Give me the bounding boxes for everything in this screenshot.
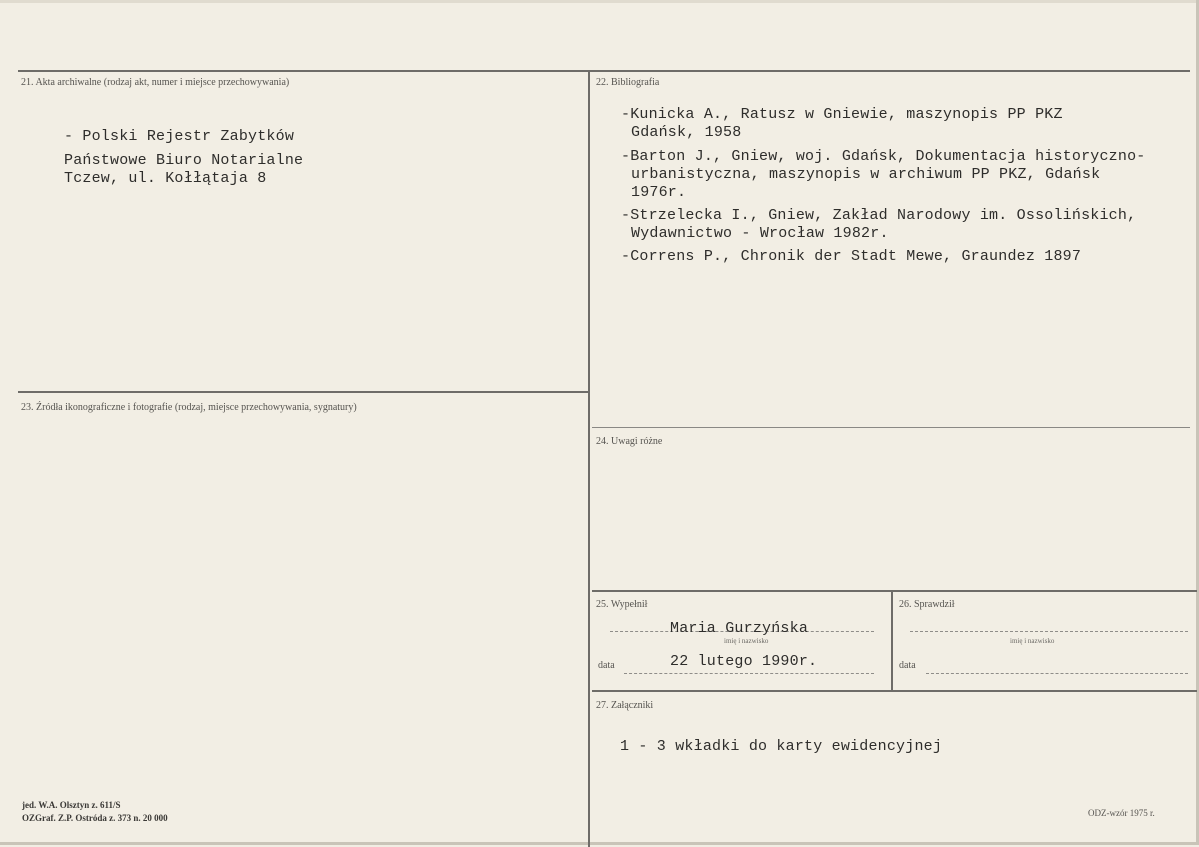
- archive-line-3: Tczew, ul. Kołłątaja 8: [64, 170, 267, 187]
- filled-by-date-label: data: [598, 660, 615, 671]
- bibliography-line-4: urbanistyczna, maszynopis w archiwum PP PKZ, Gdańsk: [631, 166, 1101, 183]
- bibliography-line-3: -Barton J., Gniew, woj. Gdańsk, Dokumentacja historyczno-: [621, 148, 1146, 165]
- section-21-23-divider: [18, 391, 588, 393]
- section-24-25-divider: [592, 590, 1197, 592]
- bibliography-line-6: -Strzelecka I., Gniew, Zakład Narodowy im. Ossolińskich,: [621, 207, 1137, 224]
- section-21-label: 21. Akta archiwalne (rodzaj akt, numer i miejsce przechowywania): [21, 77, 290, 88]
- section-25-label: 25. Wypełnił: [596, 599, 648, 610]
- printer-note-line-1: jed. W.A. Olsztyn z. 611/S: [22, 800, 121, 810]
- archive-line-1: - Polski Rejestr Zabytków: [64, 128, 295, 145]
- card-edge-top: [0, 0, 1199, 3]
- section-26-label: 26. Sprawdził: [899, 599, 955, 610]
- bibliography-line-1: -Kunicka A., Ratusz w Gniewie, maszynopis PP PKZ: [621, 106, 1063, 123]
- bibliography-line-7: Wydawnictwo - Wrocław 1982r.: [631, 225, 889, 242]
- center-divider: [588, 70, 590, 847]
- section-22-24-divider: [592, 427, 1190, 428]
- section-24-label: 24. Uwagi różne: [596, 436, 663, 447]
- bibliography-line-5: 1976r.: [631, 184, 687, 201]
- section-23-label: 23. Źródła ikonograficzne i fotografie (rodzaj, miejsce przechowywania, sygnatury): [21, 402, 357, 413]
- archive-line-2: Państwowe Biuro Notarialne: [64, 152, 304, 169]
- section-27-label: 27. Załączniki: [596, 700, 654, 711]
- filled-by-name-caption: imię i nazwisko: [724, 637, 769, 645]
- section-22-label: 22. Bibliografia: [596, 77, 660, 88]
- section-25-27-divider: [592, 690, 1197, 692]
- filled-by-date-line: [624, 673, 874, 674]
- filled-by-date: 22 lutego 1990r.: [670, 653, 818, 670]
- bibliography-line-8: -Correns P., Chronik der Stadt Mewe, Graundez 1897: [621, 248, 1082, 265]
- checked-by-name-line: [910, 631, 1188, 632]
- printer-note-line-2: OZGraf. Z.P. Ostróda z. 373 n. 20 000: [22, 813, 168, 823]
- checked-by-date-line: [926, 673, 1188, 674]
- top-rule: [18, 70, 1190, 72]
- section-25-26-divider: [891, 590, 893, 690]
- filled-by-name: Maria Gurzyńska: [670, 620, 809, 637]
- checked-by-name-caption: imię i nazwisko: [1010, 637, 1055, 645]
- checked-by-date-label: data: [899, 660, 916, 671]
- attachments-text: 1 - 3 wkładki do karty ewidencyjnej: [620, 738, 943, 755]
- form-model-note: ODZ-wzór 1975 r.: [1088, 808, 1155, 818]
- bibliography-line-2: Gdańsk, 1958: [631, 124, 742, 141]
